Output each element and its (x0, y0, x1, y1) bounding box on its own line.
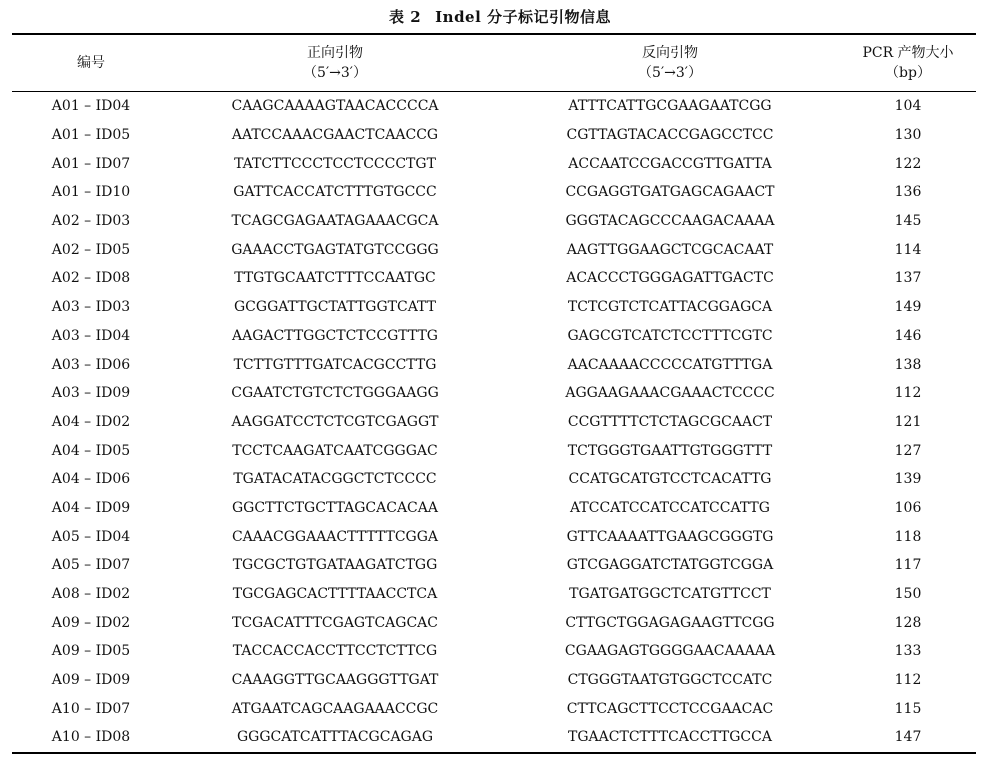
cell-id: A09 – ID09 (51, 672, 131, 689)
cell-forward: GGGCATCATTTACGCAGAG (236, 729, 434, 746)
cell-reverse: CGAAGAGTGGGGAACAAAAA (564, 643, 776, 660)
header-id-cell (12, 34, 170, 91)
header-forward-direction: （5′→3′） (303, 64, 367, 81)
cell-id: A05 – ID04 (51, 528, 131, 545)
table-row (12, 121, 976, 150)
cell-reverse: ATTTCATTGCGAAGAATCGG (568, 98, 772, 115)
cell-id: A10 – ID07 (51, 700, 131, 717)
cell-reverse: TCTCGTCTCATTACGGAGCA (567, 299, 773, 316)
table-row (12, 522, 976, 551)
cell-id: A09 – ID05 (51, 643, 131, 660)
cell-reverse: CTTGCTGGAGAGAAGTTCGG (565, 614, 775, 631)
cell-forward: TTGTGCAATCTTTCCAATGC (234, 270, 436, 287)
table-number: 表 2 (388, 8, 422, 26)
cell-reverse: CCGTTTTCTCTAGCGCAACT (567, 413, 773, 430)
table-row (12, 235, 976, 264)
header-size-unit: （bp） (885, 64, 931, 81)
cell-reverse: AGGAAGAAACGAAACTCCCC (565, 385, 775, 402)
cell-reverse: CCGAGGTGATGAGCAGAACT (565, 184, 775, 201)
cell-forward: AAGACTTGGCTCTCCGTTTG (232, 327, 438, 344)
table-row (12, 92, 976, 121)
cell-size: 137 (894, 270, 922, 287)
cell-forward: CAAAGGTTGCAAGGGTTGAT (231, 672, 439, 689)
cell-id: A03 – ID09 (51, 385, 131, 402)
table-row (12, 494, 976, 523)
header-forward: 正向引物 (307, 44, 363, 61)
cell-id: A04 – ID05 (51, 442, 131, 459)
cell-size: 122 (894, 155, 922, 172)
cell-id: A10 – ID08 (51, 729, 131, 746)
cell-reverse: TCTGGGTGAATTGTGGGTTT (567, 442, 773, 459)
cell-forward: TGCGAGCACTTTTAACCTCA (232, 586, 438, 603)
table-title: Indel 分子标记引物信息 (435, 8, 612, 26)
table-row (12, 322, 976, 351)
cell-size: 115 (894, 700, 922, 717)
cell-size: 130 (894, 127, 922, 144)
cell-size: 150 (894, 586, 922, 603)
cell-forward: TCAGCGAGAATAGAAACGCA (231, 213, 439, 230)
cell-reverse: CTGGGTAATGTGGCTCCATC (567, 672, 773, 689)
cell-id: A02 – ID05 (51, 241, 131, 258)
cell-id: A01 – ID07 (51, 155, 131, 172)
cell-id: A04 – ID09 (51, 499, 131, 516)
cell-size: 149 (894, 299, 922, 316)
cell-forward: TCCTCAAGATCAATCGGGAC (232, 442, 438, 459)
header-reverse-cell (500, 34, 840, 91)
cell-reverse: AACAAAACCCCCATGTTTGA (567, 356, 773, 373)
cell-id: A08 – ID02 (51, 586, 131, 603)
cell-size: 112 (894, 385, 922, 402)
cell-reverse: CTTCAGCTTCCTCCGAACAC (566, 700, 774, 717)
cell-id: A03 – ID06 (51, 356, 131, 373)
cell-forward: AAGGATCCTCTCGTCGAGGT (231, 413, 439, 430)
table-row (12, 408, 976, 437)
cell-forward: TCTTGTTTGATCACGCCTTG (233, 356, 437, 373)
header-reverse-direction: （5′→3′） (638, 64, 702, 81)
table-row (12, 207, 976, 236)
cell-size: 121 (894, 413, 922, 430)
cell-id: A04 – ID06 (51, 471, 131, 488)
table-row (12, 666, 976, 695)
cell-forward: TGATACATACGGCTCTCCCC (233, 471, 437, 488)
cell-reverse: ATCCATCCATCCATCCATTG (570, 499, 770, 516)
cell-size: 118 (894, 528, 922, 545)
cell-size: 146 (894, 327, 922, 344)
table-row (12, 637, 976, 666)
cell-forward: GAAACCTGAGTATGTCCGGG (231, 241, 439, 258)
cell-size: 138 (894, 356, 922, 373)
cell-id: A01 – ID04 (51, 98, 131, 115)
cell-forward: GATTCACCATCTTTGTGCCC (233, 184, 437, 201)
cell-forward: TACCACCACCTTCCTCTTCG (232, 643, 438, 660)
cell-size: 133 (894, 643, 922, 660)
cell-id: A05 – ID07 (51, 557, 131, 574)
cell-forward: GGCTTCTGCTTAGCACACAA (231, 499, 438, 516)
cell-id: A03 – ID04 (51, 327, 131, 344)
cell-forward: ATGAATCAGCAAGAAACCGC (231, 700, 439, 717)
header-size: PCR 产物大小 (862, 44, 954, 61)
bottom-rule (12, 752, 976, 754)
cell-reverse: TGAACTCTTTCACCTTGCCA (568, 729, 772, 746)
table-row (12, 149, 976, 178)
table-row (12, 580, 976, 609)
cell-reverse: ACACCCTGGGAGATTGACTC (566, 270, 774, 287)
cell-reverse: AAGTTGGAAGCTCGCACAAT (566, 241, 774, 258)
header-id: 编号 (77, 54, 105, 71)
cell-id: A02 – ID03 (51, 213, 131, 230)
cell-reverse: ACCAATCCGACCGTTGATTA (568, 155, 772, 172)
table-row (12, 465, 976, 494)
cell-id: A04 – ID02 (51, 413, 131, 430)
table-row (12, 608, 976, 637)
cell-reverse: CGTTAGTACACCGAGCCTCC (566, 127, 774, 144)
cell-size: 147 (894, 729, 922, 746)
cell-forward: TCGACATTTCGAGTCAGCAC (231, 614, 438, 631)
table-row (12, 264, 976, 293)
cell-forward: AATCCAAACGAACTCAACCG (231, 127, 439, 144)
header-size-cell (840, 34, 976, 91)
table-row (12, 694, 976, 723)
cell-size: 117 (894, 557, 922, 574)
cell-reverse: GGGTACAGCCCAAGACAAAA (565, 213, 775, 230)
cell-id: A01 – ID10 (51, 184, 131, 201)
cell-size: 145 (894, 213, 922, 230)
table-row (12, 293, 976, 322)
cell-id: A03 – ID03 (51, 299, 131, 316)
table-row (12, 436, 976, 465)
cell-size: 139 (894, 471, 922, 488)
table-row (12, 178, 976, 207)
table-caption (0, 6, 1000, 27)
table-row (12, 350, 976, 379)
cell-forward: CAAACGGAAACTTTTTCGGA (231, 528, 439, 545)
cell-forward: CAAGCAAAAGTAACACCCCA (231, 98, 439, 115)
table-body (12, 92, 976, 752)
cell-size: 128 (894, 614, 922, 631)
cell-id: A02 – ID08 (51, 270, 131, 287)
cell-size: 127 (894, 442, 922, 459)
cell-forward: TGCGCTGTGATAAGATCTGG (232, 557, 438, 574)
cell-id: A01 – ID05 (51, 127, 131, 144)
cell-id: A09 – ID02 (51, 614, 131, 631)
cell-size: 112 (894, 672, 922, 689)
header-forward-cell (170, 34, 500, 91)
cell-size: 136 (894, 184, 922, 201)
cell-forward: CGAATCTGTCTCTGGGAAGG (231, 385, 439, 402)
cell-reverse: GAGCGTCATCTCCTTTCGTC (567, 327, 773, 344)
header-reverse: 反向引物 (642, 44, 698, 61)
cell-reverse: TGATGATGGCTCATGTTCCT (569, 586, 771, 603)
cell-size: 114 (894, 241, 922, 258)
cell-forward: GCGGATTGCTATTGGTCATT (234, 299, 436, 316)
cell-reverse: GTTCAAAATTGAAGCGGGTG (566, 528, 774, 545)
cell-reverse: CCATGCATGTCCTCACATTG (568, 471, 772, 488)
cell-size: 106 (894, 499, 922, 516)
table-row (12, 723, 976, 752)
table-header (12, 34, 976, 91)
cell-reverse: GTCGAGGATCTATGGTCGGA (566, 557, 774, 574)
cell-forward: TATCTTCCCTCCTCCCCTGT (234, 155, 436, 172)
table-row (12, 551, 976, 580)
cell-size: 104 (894, 98, 922, 115)
table-row (12, 379, 976, 408)
